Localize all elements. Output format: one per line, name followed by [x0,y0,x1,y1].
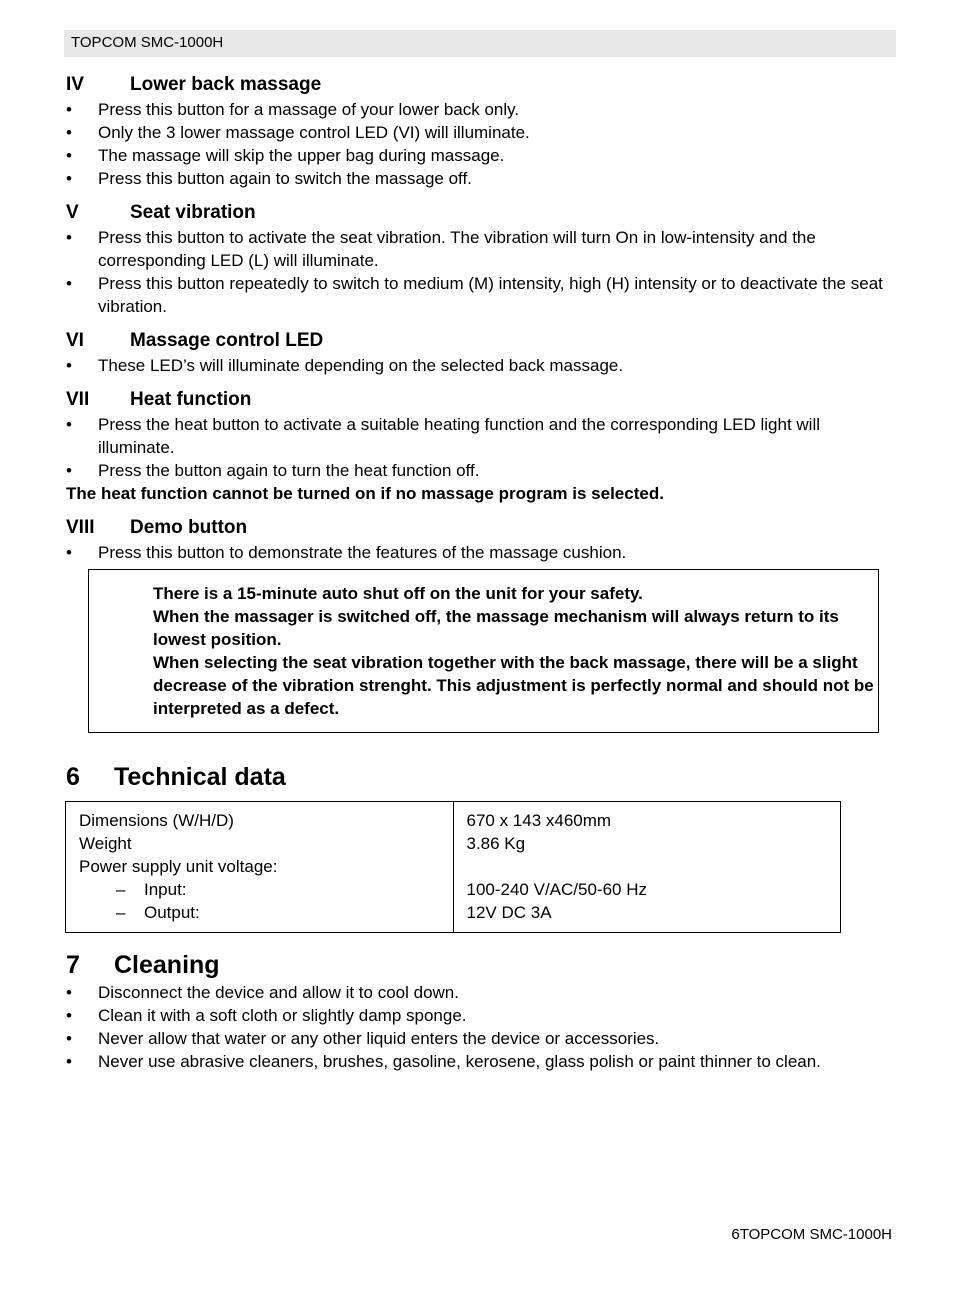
list-item-text: Only the 3 lower massage control LED (VI) will illuminate. [98,123,530,142]
spec-labels-cell [66,802,454,933]
list-item-text: Press this button again to switch the massage off. [98,169,472,188]
list-item [66,413,896,459]
list-item [66,981,896,1004]
section-demo-button [66,515,896,564]
safety-notice-box [88,569,879,733]
list-item-text: Disconnect the device and allow it to cool down. [98,983,459,1002]
list-item-text: The massage will skip the upper bag during massage. [98,146,505,165]
bullet-marker: • [66,146,72,165]
section-number: VII [66,389,90,410]
spec-label: Output: [144,903,200,922]
section-heading [66,387,896,413]
heat-function-note: The heat function cannot be turned on if no massage program is selected. [66,484,664,503]
bullet-list [66,413,896,482]
list-item-text: Press the heat button to activate a suitable heating function and the corresponding LED light will illuminate. [98,415,821,457]
bullet-marker: • [66,123,72,142]
spec-value: 100-240 V/AC/50-60 Hz [466,880,647,899]
list-item [66,98,896,121]
section-number: IV [66,74,84,95]
section-lower-back-massage [66,72,896,190]
list-item [66,121,896,144]
bullet-list [66,541,896,564]
list-item [66,272,896,318]
bullet-marker: • [66,415,72,434]
section-seat-vibration [66,200,896,318]
list-item-text: Press this button repeatedly to switch to medium (M) intensity, high (H) intensity or to deactivate the seat vibration. [98,274,883,316]
bullet-marker: • [66,356,72,375]
chapter-number: 7 [66,951,80,979]
spec-label: Weight [79,834,132,853]
list-item-text: These LED’s will illuminate depending on the selected back massage. [98,356,624,375]
bullet-marker: • [66,983,72,1002]
section-heading [66,200,896,226]
section-title: Seat vibration [130,202,256,223]
section-title: Demo button [130,517,248,538]
section-cleaning [66,949,896,1073]
bullet-list [66,226,896,318]
bullet-list [66,354,896,377]
bullet-list [66,98,896,190]
dash-marker: – [116,903,126,922]
chapter-title: Cleaning [114,951,220,979]
section-heading [66,72,896,98]
list-item [66,541,896,564]
section-number: VI [66,330,84,351]
chapter-heading [66,761,896,793]
list-item [66,226,896,272]
section-title: Lower back massage [130,74,322,95]
page-header [64,30,896,57]
list-item [66,167,896,190]
bullet-marker: • [66,169,72,188]
spec-sublabel-row [79,878,441,901]
section-number: V [66,202,79,223]
list-item [66,1050,896,1073]
section-title: Massage control LED [130,330,324,351]
section-heading [66,328,896,354]
bullet-marker: • [66,100,72,119]
list-item [66,1027,896,1050]
section-number: VIII [66,517,95,538]
bullet-marker: • [66,274,72,293]
notice-line: When selecting the seat vibration together with the back massage, there will be a slight decrease of the vibration strenght. This adjustment is perfectly normal and should not be interpreted as a defect. [153,653,874,718]
list-item [66,459,896,482]
spec-value: 670 x 143 x460mm [466,811,612,830]
bullet-marker: • [66,1006,72,1025]
section-title: Heat function [130,389,252,410]
dash-marker: – [116,880,126,899]
spec-label: Input: [144,880,187,899]
spec-label: Dimensions (W/H/D) [79,811,234,830]
list-item [66,354,896,377]
technical-data-table [65,801,841,933]
header-title: TOPCOM SMC-1000H [71,34,224,51]
list-item-text: Press this button to demonstrate the features of the massage cushion. [98,543,627,562]
chapter-number: 6 [66,763,80,791]
section-massage-control-led [66,328,896,377]
list-item-text: Press the button again to turn the heat function off. [98,461,480,480]
chapter-heading [66,949,896,981]
list-item-text: Never use abrasive cleaners, brushes, gasoline, kerosene, glass polish or paint thinner to clean. [98,1052,821,1071]
spec-values-cell [453,802,841,933]
page-footer: 6TOPCOM SMC-1000H [731,1226,892,1243]
spec-value: 12V DC 3A [466,903,552,922]
table-row [66,802,841,933]
page-content [66,72,896,1073]
notice-line: When the massager is switched off, the massage mechanism will always return to its lowest position. [153,607,839,649]
section-heading [66,515,896,541]
list-item [66,144,896,167]
section-heat-function [66,387,896,505]
list-item-text: Press this button for a massage of your lower back only. [98,100,520,119]
spec-label: Power supply unit voltage: [79,857,278,876]
bullet-marker: • [66,1029,72,1048]
list-item-text: Clean it with a soft cloth or slightly damp sponge. [98,1006,467,1025]
spec-value-empty [467,855,829,878]
spec-sublabel-row [79,901,441,924]
bullet-marker: • [66,1052,72,1071]
list-item [66,1004,896,1027]
bullet-marker: • [66,461,72,480]
section-technical-data [66,761,896,933]
list-item-text: Press this button to activate the seat vibration. The vibration will turn On in low-intensity and the corresponding LED (L) will illuminate. [98,228,816,270]
bullet-marker: • [66,543,72,562]
chapter-title: Technical data [114,763,286,791]
list-item-text: Never allow that water or any other liquid enters the device or accessories. [98,1029,660,1048]
bullet-marker: • [66,228,72,247]
spec-value: 3.86 Kg [466,834,526,853]
notice-line: There is a 15-minute auto shut off on the unit for your safety. [153,584,643,603]
bullet-list [66,981,896,1073]
